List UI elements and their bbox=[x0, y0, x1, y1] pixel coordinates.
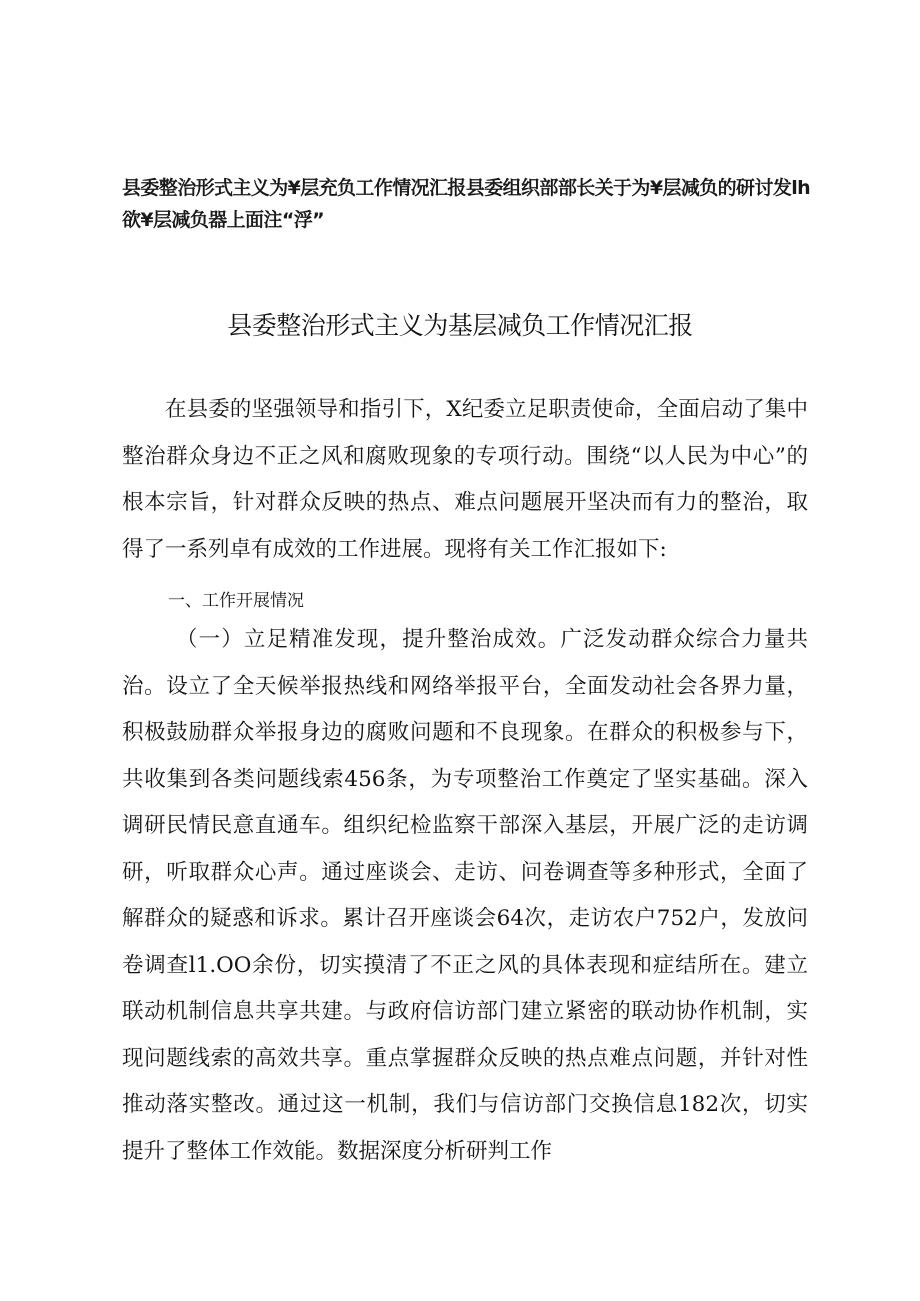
body-paragraph: （一）立足精准发现，提升整治成效。广泛发动群众综合力量共治。设立了全天候举报热线和网络举报平台，全面发动社会各界力量，积极鼓励群众举报身边的腐败问题和不良现象。在群众的积极参与下，共收集到各类问题线索456条，为专项整治工作奠定了坚实基础。深入调研民情民意直通车。组织纪检监察干部深入基层，开展广泛的走访调研，听取群众心声。通过座谈会、走访、问卷调查等多种形式，全面了解群众的疑惑和诉求。累计召开座谈会64次，走访农户752户，发放问卷调查l1.OO余份，切实摸清了不正之风的具体表现和症结所在。建立联动机制信息共享共建。与政府信访部门建立紧密的联动协作机制，实现问题线索的高效共享。重点掌握群众反映的热点难点问题，并针对性推动落实整改。通过这一机制，我们与信访部门交换信息182次，切实提升了整体工作效能。数据深度分析研判工作 bbox=[122, 627, 808, 1164]
document-file-title: 县委整治形式主义为¥层充负工作情况汇报县委组织部部长关于为¥层减负的研讨发lh欲¥层减负器上面注“浮” bbox=[122, 177, 811, 231]
section-heading: 一、工作开展情况 bbox=[168, 591, 304, 611]
page-title: 县委整治形式主义为基层减负工作情况汇报 bbox=[227, 311, 693, 340]
intro-paragraph: 在县委的坚强领导和指引下，X纪委立足职责使命，全面启动了集中整治群众身边不正之风和腐败现象的专项行动。围绕“以人民为中心”的根本宗旨，针对群众反映的热点、难点问题展开坚决而有力的整治，取得了一系列卓有成效的工作进展。现将有关工作汇报如下: bbox=[122, 397, 808, 562]
